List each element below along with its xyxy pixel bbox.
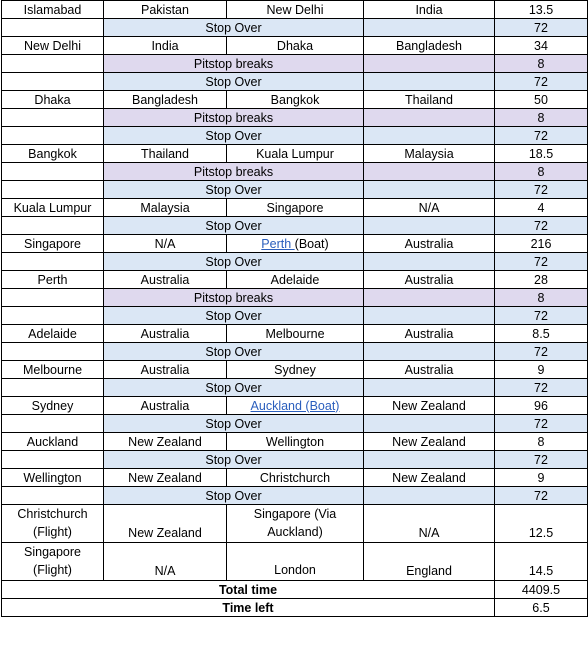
from-city-cell: Perth <box>2 271 104 289</box>
spacer-cell <box>364 253 495 271</box>
hours-cell: 72 <box>495 379 588 397</box>
hours-cell: 18.5 <box>495 145 588 163</box>
route-row <box>2 433 588 451</box>
to-country-cell: England <box>364 543 495 581</box>
from-country-cell: India <box>104 37 227 55</box>
to-country-cell: N/A <box>364 199 495 217</box>
from-country-cell: Australia <box>104 325 227 343</box>
hours-cell: 96 <box>495 397 588 415</box>
spacer-cell <box>364 487 495 505</box>
to-city-cell <box>227 397 364 415</box>
route-row <box>2 91 588 109</box>
spacer-cell <box>364 217 495 235</box>
stopover-label: Stop Over <box>104 73 364 91</box>
to-country-cell: New Zealand <box>364 469 495 487</box>
spacer-cell <box>2 73 104 91</box>
to-country-cell: N/A <box>364 505 495 543</box>
stopover-label: Stop Over <box>104 307 364 325</box>
route-row <box>2 37 588 55</box>
stopover-label: Stop Over <box>104 415 364 433</box>
from-city-cell: Dhaka <box>2 91 104 109</box>
hours-cell: 72 <box>495 19 588 37</box>
pitstop-row <box>2 289 588 307</box>
spacer-cell <box>364 163 495 181</box>
hours-cell: 8 <box>495 163 588 181</box>
to-country-cell: Thailand <box>364 91 495 109</box>
route-row <box>2 199 588 217</box>
stopover-row <box>2 307 588 325</box>
pitstop-label: Pitstop breaks <box>104 289 364 307</box>
from-city-cell: Sydney <box>2 397 104 415</box>
spacer-cell <box>364 181 495 199</box>
hours-cell: 34 <box>495 37 588 55</box>
spacer-cell <box>364 19 495 37</box>
stopover-row <box>2 127 588 145</box>
itinerary-table-body <box>2 1 588 617</box>
spacer-cell <box>2 379 104 397</box>
stopover-row <box>2 217 588 235</box>
stopover-row <box>2 73 588 91</box>
to-city-cell: Kuala Lumpur <box>227 145 364 163</box>
from-country-cell: Australia <box>104 397 227 415</box>
to-country-cell: Australia <box>364 235 495 253</box>
to-city-cell: Sydney <box>227 361 364 379</box>
from-country-cell: New Zealand <box>104 469 227 487</box>
from-country-cell: Australia <box>104 361 227 379</box>
from-city-cell: Adelaide <box>2 325 104 343</box>
hours-cell: 72 <box>495 217 588 235</box>
hours-cell: 72 <box>495 487 588 505</box>
spacer-cell <box>2 163 104 181</box>
pitstop-row <box>2 163 588 181</box>
spacer-cell <box>364 109 495 127</box>
hours-cell: 13.5 <box>495 1 588 19</box>
stopover-row <box>2 343 588 361</box>
hours-cell: 50 <box>495 91 588 109</box>
hours-cell: 8.5 <box>495 325 588 343</box>
hours-cell: 216 <box>495 235 588 253</box>
to-city-cell: Christchurch <box>227 469 364 487</box>
to-country-cell: New Zealand <box>364 433 495 451</box>
spacer-cell <box>2 127 104 145</box>
stopover-label: Stop Over <box>104 253 364 271</box>
spacer-cell <box>2 55 104 73</box>
itinerary-table <box>1 0 588 617</box>
pitstop-label: Pitstop breaks <box>104 55 364 73</box>
hours-cell: 8 <box>495 289 588 307</box>
spacer-cell <box>364 451 495 469</box>
route-row <box>2 271 588 289</box>
to-city-cell: Melbourne <box>227 325 364 343</box>
transport-mode-label: (Boat) <box>294 236 329 251</box>
from-country-cell: New Zealand <box>104 433 227 451</box>
from-country-cell: New Zealand <box>104 505 227 543</box>
hours-cell: 72 <box>495 343 588 361</box>
route-row <box>2 505 588 543</box>
to-country-cell: Australia <box>364 325 495 343</box>
route-row <box>2 145 588 163</box>
from-country-cell: Thailand <box>104 145 227 163</box>
spacer-cell <box>2 289 104 307</box>
route-row <box>2 325 588 343</box>
hours-cell: 28 <box>495 271 588 289</box>
hours-cell: 8 <box>495 109 588 127</box>
stopover-row <box>2 253 588 271</box>
hours-cell: 12.5 <box>495 505 588 543</box>
to-city-cell: Adelaide <box>227 271 364 289</box>
hours-cell: 8 <box>495 55 588 73</box>
from-country-cell: Malaysia <box>104 199 227 217</box>
hours-cell: 72 <box>495 127 588 145</box>
to-city-cell: Wellington <box>227 433 364 451</box>
from-country-cell: Bangladesh <box>104 91 227 109</box>
summary-label: Time left <box>2 599 495 617</box>
spacer-cell <box>364 307 495 325</box>
to-country-cell: Malaysia <box>364 145 495 163</box>
to-city-cell: Bangkok <box>227 91 364 109</box>
spacer-cell <box>2 19 104 37</box>
pitstop-row <box>2 55 588 73</box>
spacer-cell <box>2 181 104 199</box>
to-city-cell: Dhaka <box>227 37 364 55</box>
from-city-cell: New Delhi <box>2 37 104 55</box>
pitstop-label: Pitstop breaks <box>104 163 364 181</box>
stopover-label: Stop Over <box>104 181 364 199</box>
spacer-cell <box>364 415 495 433</box>
spacer-cell <box>2 253 104 271</box>
summary-row <box>2 599 588 617</box>
to-city-cell: Singapore <box>227 199 364 217</box>
stopover-row <box>2 451 588 469</box>
spacer-cell <box>2 487 104 505</box>
stopover-label: Stop Over <box>104 217 364 235</box>
summary-value: 4409.5 <box>495 581 588 599</box>
spacer-cell <box>364 127 495 145</box>
spacer-cell <box>364 73 495 91</box>
hours-cell: 72 <box>495 73 588 91</box>
hours-cell: 72 <box>495 253 588 271</box>
stopover-label: Stop Over <box>104 19 364 37</box>
spacer-cell <box>2 343 104 361</box>
hours-cell: 8 <box>495 433 588 451</box>
destination-link[interactable]: Auckland (Boat) <box>250 398 340 413</box>
from-country-cell: N/A <box>104 235 227 253</box>
hours-cell: 72 <box>495 451 588 469</box>
route-row <box>2 469 588 487</box>
from-city-cell: Bangkok <box>2 145 104 163</box>
from-city-cell: Auckland <box>2 433 104 451</box>
route-row <box>2 235 588 253</box>
spacer-cell <box>2 415 104 433</box>
spacer-cell <box>364 289 495 307</box>
summary-value: 6.5 <box>495 599 588 617</box>
from-country-cell: N/A <box>104 543 227 581</box>
hours-cell: 72 <box>495 181 588 199</box>
hours-cell: 72 <box>495 307 588 325</box>
hours-cell: 14.5 <box>495 543 588 581</box>
spacer-cell <box>2 307 104 325</box>
hours-cell: 9 <box>495 361 588 379</box>
to-city-cell: Singapore (Via Auckland) <box>227 505 364 543</box>
destination-link[interactable]: Perth <box>261 236 295 251</box>
to-country-cell: Australia <box>364 361 495 379</box>
from-city-cell: Singapore (Flight) <box>2 543 104 581</box>
from-country-cell: Australia <box>104 271 227 289</box>
to-city-cell: London <box>227 543 364 581</box>
stopover-row <box>2 181 588 199</box>
stopover-label: Stop Over <box>104 487 364 505</box>
spacer-cell <box>2 109 104 127</box>
from-city-cell: Wellington <box>2 469 104 487</box>
to-country-cell: Australia <box>364 271 495 289</box>
to-country-cell: New Zealand <box>364 397 495 415</box>
stopover-label: Stop Over <box>104 451 364 469</box>
summary-label: Total time <box>2 581 495 599</box>
to-country-cell: India <box>364 1 495 19</box>
to-city-cell <box>227 235 364 253</box>
from-city-cell: Singapore <box>2 235 104 253</box>
summary-row <box>2 581 588 599</box>
hours-cell: 4 <box>495 199 588 217</box>
route-row <box>2 543 588 581</box>
stopover-row <box>2 487 588 505</box>
from-city-cell: Islamabad <box>2 1 104 19</box>
pitstop-label: Pitstop breaks <box>104 109 364 127</box>
from-city-cell: Christchurch (Flight) <box>2 505 104 543</box>
from-city-cell: Kuala Lumpur <box>2 199 104 217</box>
spacer-cell <box>2 217 104 235</box>
pitstop-row <box>2 109 588 127</box>
stopover-label: Stop Over <box>104 343 364 361</box>
from-city-cell: Melbourne <box>2 361 104 379</box>
spacer-cell <box>364 343 495 361</box>
stopover-label: Stop Over <box>104 379 364 397</box>
to-city-cell: New Delhi <box>227 1 364 19</box>
spacer-cell <box>364 379 495 397</box>
stopover-row <box>2 379 588 397</box>
from-country-cell: Pakistan <box>104 1 227 19</box>
stopover-row <box>2 415 588 433</box>
route-row <box>2 361 588 379</box>
stopover-label: Stop Over <box>104 127 364 145</box>
to-country-cell: Bangladesh <box>364 37 495 55</box>
spacer-cell <box>364 55 495 73</box>
route-row <box>2 397 588 415</box>
stopover-row <box>2 19 588 37</box>
route-row <box>2 1 588 19</box>
hours-cell: 72 <box>495 415 588 433</box>
hours-cell: 9 <box>495 469 588 487</box>
spacer-cell <box>2 451 104 469</box>
